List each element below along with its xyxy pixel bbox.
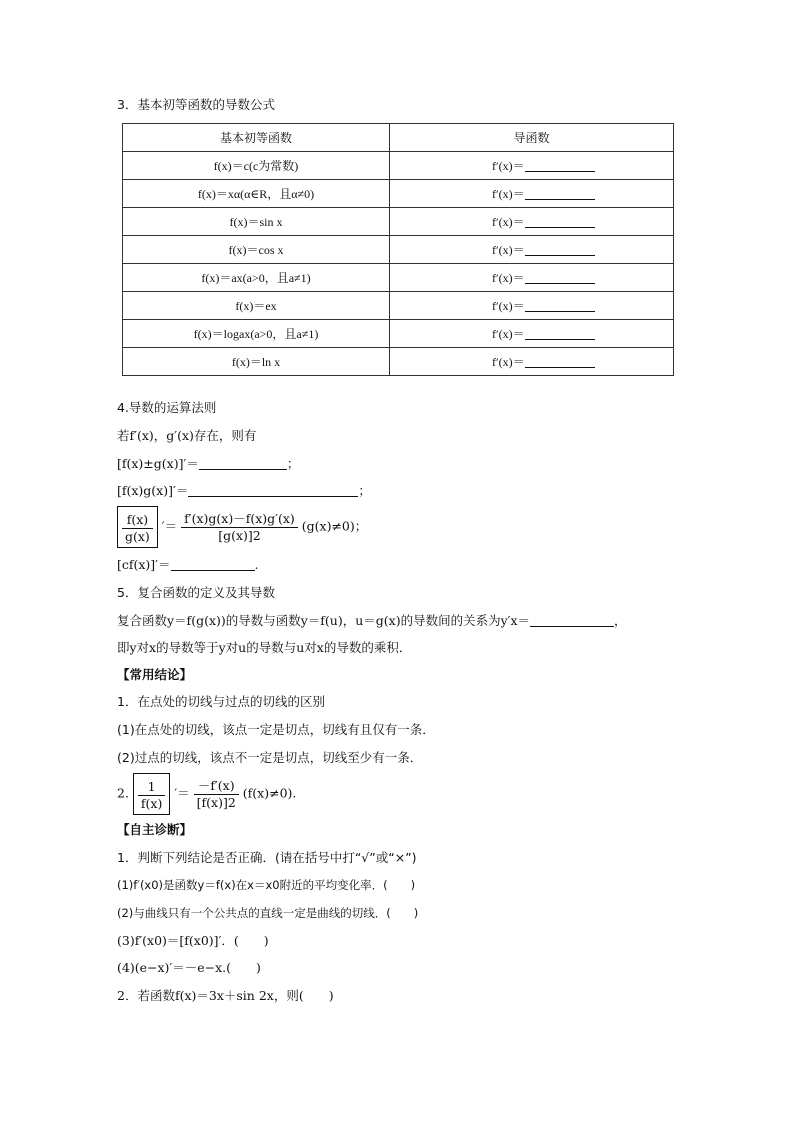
answer-blank[interactable] — [171, 558, 255, 571]
answer-blank[interactable] — [525, 327, 595, 340]
answer-blank[interactable] — [525, 159, 595, 172]
table-row — [123, 320, 674, 348]
rule-quotient: $\frac{f(x)}{g(x)}$ ′＝ $\frac{f'(x)g(x)-f(x)g'(x)}{[g(x)]2}$ (g(x)≠0)； — [117, 506, 367, 548]
composite-relation: 复合函数y＝f(g(x))的导数与函数y＝f(u)，u＝g(x)的导数间的关系为y′x＝ ， — [117, 613, 627, 628]
conclusion-item-1b: (2)过点的切线，该点不一定是切点，切线至少有一条． — [117, 750, 423, 765]
answer-blank[interactable] — [525, 271, 595, 284]
table-cell-derivative: f′(x)＝ — [390, 208, 674, 236]
table-row — [123, 208, 674, 236]
table-cell-function: f(x)＝logax(a>0，且a≠1) — [123, 320, 390, 348]
table-header-function: 基本初等函数 — [123, 124, 390, 152]
table-header-derivative: 导函数 — [390, 124, 674, 152]
reciprocal-bracket — [133, 773, 170, 815]
derivative-formula-table — [122, 123, 674, 376]
composite-explanation: 即y对x的导数等于y对u的导数与u对x的导数的乘积． — [117, 640, 412, 655]
question-1-part-2: (2)与曲线只有一个公共点的直线一定是曲线的切线．( ) — [117, 906, 419, 920]
table-header-row — [123, 124, 674, 152]
conclusions-header: 【常用结论】 — [117, 667, 193, 682]
table-row — [123, 180, 674, 208]
quotient-bracket — [117, 506, 158, 548]
table-cell-derivative: f′(x)＝ — [390, 180, 674, 208]
quotient-fraction: $\frac{f'(x)g(x)-f(x)g'(x)}{[g(x)]2}$ — [181, 511, 298, 544]
table-cell-function: f(x)＝ex — [123, 292, 390, 320]
answer-blank[interactable] — [188, 484, 358, 497]
question-2: 2．若函数f(x)＝3x＋sin 2x，则( ) — [117, 988, 334, 1003]
section-5-title: 5．复合函数的定义及其导数 — [117, 585, 275, 600]
table-row — [123, 292, 674, 320]
table-cell-derivative: f′(x)＝ — [390, 152, 674, 180]
table-cell-derivative: f′(x)＝ — [390, 264, 674, 292]
question-1: 1．判断下列结论是否正确．(请在括号中打“√”或“×”) — [117, 850, 417, 865]
reciprocal-fraction: $\frac{-f'(x)}{[f(x)]2}$ — [194, 778, 239, 811]
answer-blank[interactable] — [525, 187, 595, 200]
rule-sum: [f(x)±g(x)]′＝ ； — [117, 456, 300, 471]
table-cell-derivative: f′(x)＝ — [390, 292, 674, 320]
rule-intro: 若f′(x)，g′(x)存在，则有 — [117, 428, 257, 443]
table-cell-function: f(x)＝sin x — [123, 208, 390, 236]
table-row — [123, 264, 674, 292]
section-3-title: 3．基本初等函数的导数公式 — [117, 97, 275, 112]
answer-blank[interactable] — [525, 215, 595, 228]
rule-product: [f(x)g(x)]′＝ ； — [117, 483, 371, 498]
answer-blank[interactable] — [525, 355, 595, 368]
table-cell-function: f(x)＝cos x — [123, 236, 390, 264]
question-1-part-3: (3)f′(x0)＝[f(x0)]′．( ) — [117, 933, 269, 948]
conclusion-item-1a: (1)在点处的切线，该点一定是切点，切线有且仅有一条． — [117, 722, 435, 737]
table-row — [123, 348, 674, 376]
answer-blank[interactable] — [530, 614, 614, 627]
conclusion-item-1: 1．在点处的切线与过点的切线的区别 — [117, 694, 325, 709]
table-cell-function: f(x)＝ln x — [123, 348, 390, 376]
table-cell-function: f(x)＝ax(a>0，且a≠1) — [123, 264, 390, 292]
answer-blank[interactable] — [525, 299, 595, 312]
table-cell-derivative: f′(x)＝ — [390, 236, 674, 264]
table-cell-derivative: f′(x)＝ — [390, 320, 674, 348]
diagnosis-header: 【自主诊断】 — [117, 822, 193, 837]
table-cell-derivative: f′(x)＝ — [390, 348, 674, 376]
table-cell-function: f(x)＝c(c为常数) — [123, 152, 390, 180]
answer-blank[interactable] — [525, 243, 595, 256]
table-row — [123, 236, 674, 264]
question-1-part-4: (4)(e−x)′＝－e−x.( ) — [117, 960, 261, 975]
table-cell-function: f(x)＝xα(α∈R，且α≠0) — [123, 180, 390, 208]
conclusion-item-2: 2. $\frac{1}{f(x)}$ ′＝ $\frac{-f'(x)}{[f(x)]2}$ (f(x)≠0). — [117, 773, 296, 815]
section-4-title: 4.导数的运算法则 — [117, 400, 217, 415]
answer-blank[interactable] — [199, 457, 287, 470]
quotient-inner-fraction: $\frac{f(x)}{g(x)}$ — [122, 512, 153, 545]
table-row — [123, 152, 674, 180]
question-1-part-1: (1)f′(x0)是函数y＝f(x)在x＝x0附近的平均变化率．( ) — [117, 878, 416, 892]
rule-constant: [cf(x)]′＝ . — [117, 557, 259, 572]
reciprocal-inner-fraction: $\frac{1}{f(x)}$ — [138, 779, 165, 812]
